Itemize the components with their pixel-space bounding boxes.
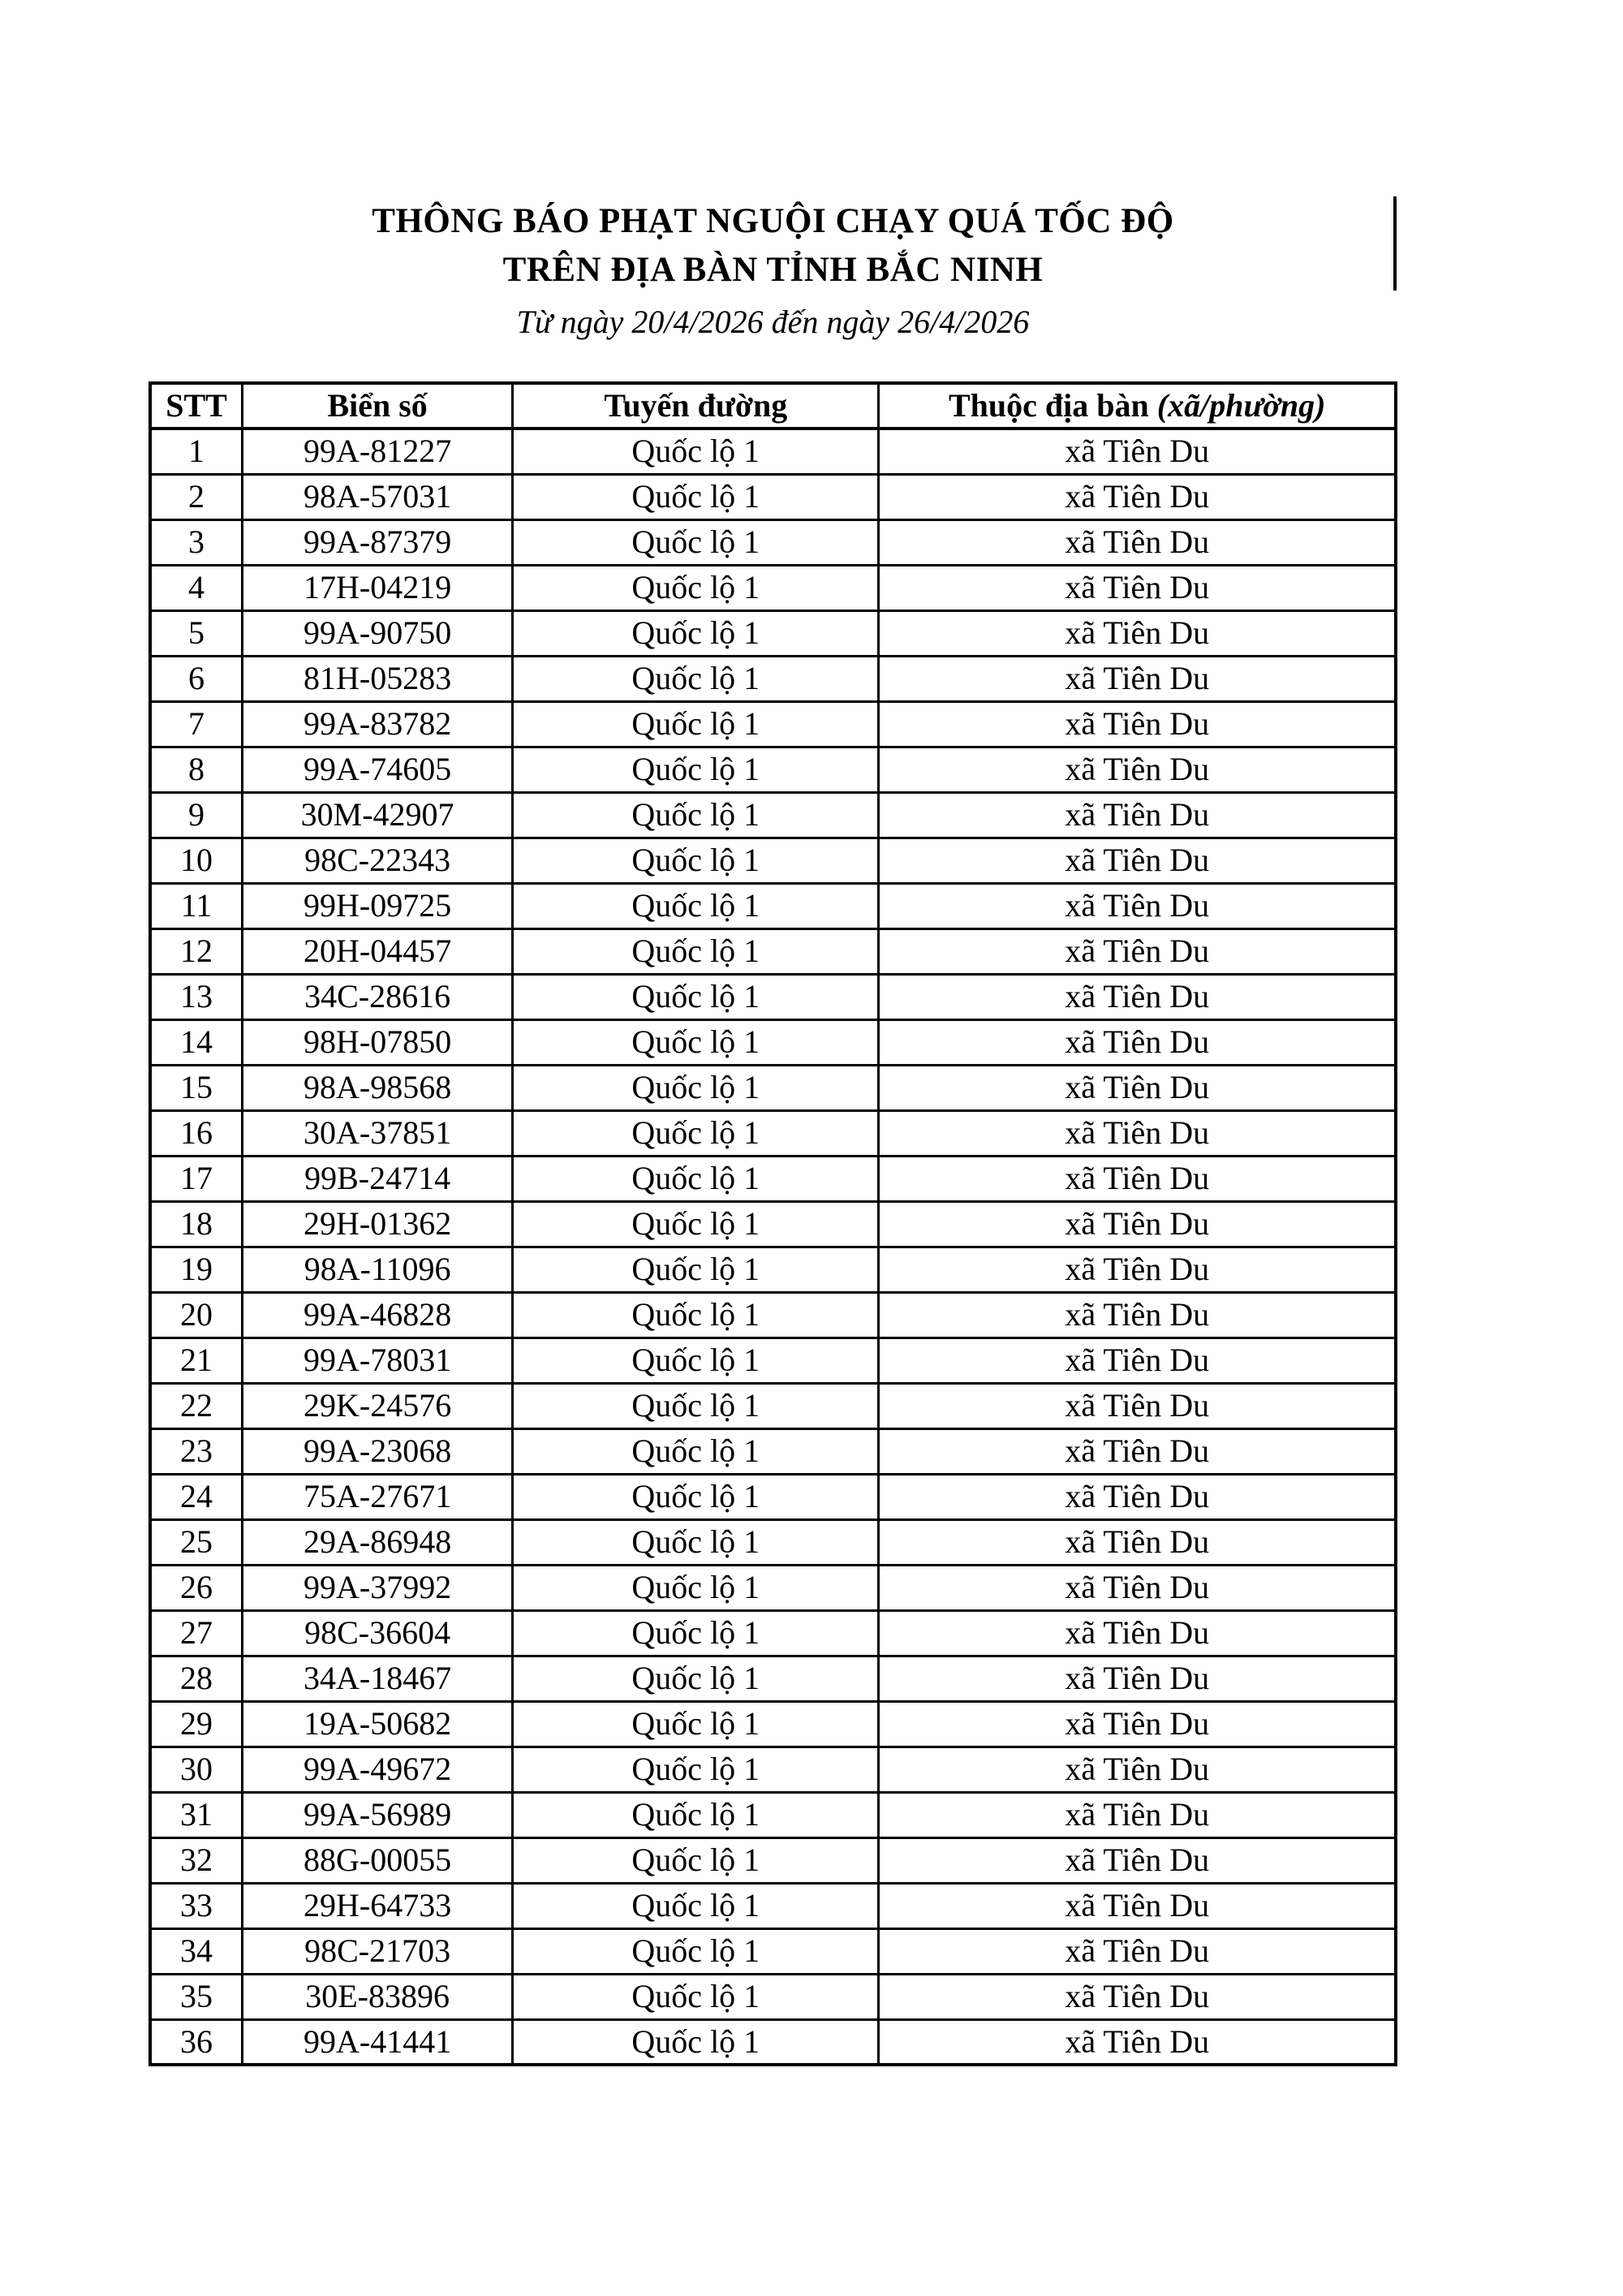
table-row <box>150 1110 1396 1156</box>
cell-location: xã Tiên Du <box>879 701 1396 747</box>
cell-plate: 98A-98568 <box>243 1065 513 1110</box>
table-row <box>150 429 1396 474</box>
table-row <box>150 1065 1396 1110</box>
cell-plate: 99A-90750 <box>243 610 513 656</box>
column-header-stt: STT <box>150 383 243 429</box>
cell-stt: 15 <box>150 1065 243 1110</box>
cell-route: Quốc lộ 1 <box>513 883 879 928</box>
cell-stt: 4 <box>150 565 243 610</box>
cell-stt: 30 <box>150 1747 243 1792</box>
table-row <box>150 974 1396 1019</box>
cell-stt: 20 <box>150 1292 243 1338</box>
cell-route: Quốc lộ 1 <box>513 1610 879 1656</box>
cell-route: Quốc lộ 1 <box>513 701 879 747</box>
cell-route: Quốc lộ 1 <box>513 1383 879 1428</box>
table-row <box>150 474 1396 519</box>
table-row <box>150 1928 1396 1974</box>
cell-stt: 32 <box>150 1837 243 1883</box>
cell-location: xã Tiên Du <box>879 1792 1396 1837</box>
cell-plate: 99A-56989 <box>243 1792 513 1837</box>
cell-plate: 29K-24576 <box>243 1383 513 1428</box>
cell-plate: 29H-01362 <box>243 1201 513 1247</box>
cell-plate: 29A-86948 <box>243 1519 513 1565</box>
table-row <box>150 1247 1396 1292</box>
cell-plate: 30E-83896 <box>243 1974 513 2019</box>
column-header-location <box>879 383 1396 429</box>
cell-location: xã Tiên Du <box>879 792 1396 838</box>
cell-location: xã Tiên Du <box>879 565 1396 610</box>
cell-location: xã Tiên Du <box>879 1110 1396 1156</box>
cell-stt: 18 <box>150 1201 243 1247</box>
table-row <box>150 792 1396 838</box>
table-row <box>150 1747 1396 1792</box>
cell-location: xã Tiên Du <box>879 474 1396 519</box>
cell-stt: 8 <box>150 747 243 792</box>
document-title-line2: TRÊN ĐỊA BÀN TỈNH BẮC NINH <box>502 251 1044 289</box>
cell-plate: 99A-78031 <box>243 1338 513 1383</box>
cell-location: xã Tiên Du <box>879 1747 1396 1792</box>
cell-location: xã Tiên Du <box>879 1519 1396 1565</box>
cell-stt: 3 <box>150 519 243 565</box>
cell-location: xã Tiên Du <box>879 1974 1396 2019</box>
cell-plate: 75A-27671 <box>243 1474 513 1519</box>
cell-stt: 31 <box>150 1792 243 1837</box>
cell-stt: 28 <box>150 1656 243 1701</box>
cell-plate: 19A-50682 <box>243 1701 513 1747</box>
column-header-location-note: (xã/phường) <box>1156 387 1326 424</box>
cell-plate: 34C-28616 <box>243 974 513 1019</box>
cell-plate: 99B-24714 <box>243 1156 513 1201</box>
cell-location: xã Tiên Du <box>879 1837 1396 1883</box>
cell-stt: 9 <box>150 792 243 838</box>
cell-stt: 34 <box>150 1928 243 1974</box>
cell-stt: 23 <box>150 1428 243 1474</box>
table-row <box>150 1610 1396 1656</box>
cell-location: xã Tiên Du <box>879 1247 1396 1292</box>
cell-location: xã Tiên Du <box>879 747 1396 792</box>
table-row <box>150 1474 1396 1519</box>
table-row <box>150 701 1396 747</box>
column-header-plate: Biển số <box>243 383 513 429</box>
cell-plate: 99H-09725 <box>243 883 513 928</box>
table-row <box>150 928 1396 974</box>
table-row <box>150 1701 1396 1747</box>
table-row <box>150 1292 1396 1338</box>
cell-plate: 20H-04457 <box>243 928 513 974</box>
cell-location: xã Tiên Du <box>879 2019 1396 2065</box>
cell-route: Quốc lộ 1 <box>513 1338 879 1383</box>
cell-plate: 88G-00055 <box>243 1837 513 1883</box>
cell-route: Quốc lộ 1 <box>513 1928 879 1974</box>
table-row <box>150 656 1396 701</box>
cell-location: xã Tiên Du <box>879 838 1396 883</box>
cell-route: Quốc lộ 1 <box>513 1974 879 2019</box>
cell-stt: 5 <box>150 610 243 656</box>
cell-stt: 16 <box>150 1110 243 1156</box>
cell-route: Quốc lộ 1 <box>513 1837 879 1883</box>
cell-stt: 1 <box>150 429 243 474</box>
table-row <box>150 565 1396 610</box>
cell-stt: 22 <box>150 1383 243 1428</box>
table-row <box>150 519 1396 565</box>
table-header <box>150 383 1396 429</box>
violations-table <box>149 381 1397 2066</box>
table-row <box>150 1656 1396 1701</box>
table-row <box>150 1383 1396 1428</box>
cell-route: Quốc lộ 1 <box>513 792 879 838</box>
cell-location: xã Tiên Du <box>879 429 1396 474</box>
cell-route: Quốc lộ 1 <box>513 928 879 974</box>
cell-stt: 24 <box>150 1474 243 1519</box>
cell-route: Quốc lộ 1 <box>513 747 879 792</box>
cell-route: Quốc lộ 1 <box>513 565 879 610</box>
document-content <box>149 0 1397 2066</box>
cell-location: xã Tiên Du <box>879 928 1396 974</box>
cell-stt: 29 <box>150 1701 243 1747</box>
cell-location: xã Tiên Du <box>879 1292 1396 1338</box>
cell-location: xã Tiên Du <box>879 1701 1396 1747</box>
cell-stt: 13 <box>150 974 243 1019</box>
cell-route: Quốc lộ 1 <box>513 1247 879 1292</box>
title-block <box>149 197 1397 343</box>
cell-plate: 30A-37851 <box>243 1110 513 1156</box>
cell-plate: 99A-74605 <box>243 747 513 792</box>
column-header-location-main: Thuộc địa bàn <box>948 387 1149 424</box>
cell-route: Quốc lộ 1 <box>513 1110 879 1156</box>
cell-location: xã Tiên Du <box>879 1428 1396 1474</box>
cell-plate: 99A-41441 <box>243 2019 513 2065</box>
cell-stt: 12 <box>150 928 243 974</box>
table-row <box>150 1974 1396 2019</box>
cell-route: Quốc lộ 1 <box>513 1565 879 1610</box>
cell-route: Quốc lộ 1 <box>513 474 879 519</box>
cell-location: xã Tiên Du <box>879 1065 1396 1110</box>
cell-plate: 17H-04219 <box>243 565 513 610</box>
cell-location: xã Tiên Du <box>879 519 1396 565</box>
cell-location: xã Tiên Du <box>879 1201 1396 1247</box>
cell-plate: 98C-22343 <box>243 838 513 883</box>
cell-stt: 7 <box>150 701 243 747</box>
table-row <box>150 1338 1396 1383</box>
document-title-line1: THÔNG BÁO PHẠT NGUỘI CHẠY QUÁ TỐC ĐỘ <box>372 202 1174 240</box>
cell-route: Quốc lộ 1 <box>513 974 879 1019</box>
cell-route: Quốc lộ 1 <box>513 1747 879 1792</box>
cell-route: Quốc lộ 1 <box>513 1156 879 1201</box>
cell-route: Quốc lộ 1 <box>513 1519 879 1565</box>
cell-plate: 99A-87379 <box>243 519 513 565</box>
cell-location: xã Tiên Du <box>879 656 1396 701</box>
cell-location: xã Tiên Du <box>879 1656 1396 1701</box>
cell-stt: 27 <box>150 1610 243 1656</box>
cell-location: xã Tiên Du <box>879 1928 1396 1974</box>
cell-plate: 98H-07850 <box>243 1019 513 1065</box>
cell-location: xã Tiên Du <box>879 1610 1396 1656</box>
table-row <box>150 1565 1396 1610</box>
table-row <box>150 610 1396 656</box>
cell-stt: 19 <box>150 1247 243 1292</box>
cell-plate: 99A-49672 <box>243 1747 513 1792</box>
cell-plate: 98C-36604 <box>243 1610 513 1656</box>
cell-location: xã Tiên Du <box>879 1883 1396 1928</box>
cell-location: xã Tiên Du <box>879 1156 1396 1201</box>
cell-stt: 2 <box>150 474 243 519</box>
table-row <box>150 1428 1396 1474</box>
cell-location: xã Tiên Du <box>879 1565 1396 1610</box>
cell-plate: 99A-81227 <box>243 429 513 474</box>
cell-plate: 29H-64733 <box>243 1883 513 1928</box>
cell-route: Quốc lộ 1 <box>513 656 879 701</box>
table-row <box>150 1019 1396 1065</box>
cell-plate: 98C-21703 <box>243 1928 513 1974</box>
cell-stt: 35 <box>150 1974 243 2019</box>
table-row <box>150 2019 1396 2065</box>
cell-route: Quốc lộ 1 <box>513 1792 879 1837</box>
table-row <box>150 1519 1396 1565</box>
cell-location: xã Tiên Du <box>879 1338 1396 1383</box>
cell-location: xã Tiên Du <box>879 1474 1396 1519</box>
cell-stt: 11 <box>150 883 243 928</box>
table-row <box>150 1883 1396 1928</box>
cell-location: xã Tiên Du <box>879 883 1396 928</box>
cell-route: Quốc lộ 1 <box>513 1474 879 1519</box>
cell-stt: 10 <box>150 838 243 883</box>
table-row <box>150 838 1396 883</box>
cell-route: Quốc lộ 1 <box>513 610 879 656</box>
document-date-range: Từ ngày 20/4/2026 đến ngày 26/4/2026 <box>516 304 1030 340</box>
cell-plate: 34A-18467 <box>243 1656 513 1701</box>
cell-route: Quốc lộ 1 <box>513 1065 879 1110</box>
table-row <box>150 1837 1396 1883</box>
cell-plate: 99A-23068 <box>243 1428 513 1474</box>
cell-plate: 98A-11096 <box>243 1247 513 1292</box>
table-row <box>150 1156 1396 1201</box>
cell-route: Quốc lộ 1 <box>513 838 879 883</box>
cell-route: Quốc lộ 1 <box>513 1701 879 1747</box>
column-header-route: Tuyến đường <box>513 383 879 429</box>
cell-route: Quốc lộ 1 <box>513 1883 879 1928</box>
cell-stt: 6 <box>150 656 243 701</box>
table-row <box>150 883 1396 928</box>
cell-route: Quốc lộ 1 <box>513 429 879 474</box>
cell-route: Quốc lộ 1 <box>513 1019 879 1065</box>
table-row <box>150 1792 1396 1837</box>
cell-plate: 99A-83782 <box>243 701 513 747</box>
cell-route: Quốc lộ 1 <box>513 1201 879 1247</box>
cell-stt: 17 <box>150 1156 243 1201</box>
cell-plate: 99A-37992 <box>243 1565 513 1610</box>
cell-route: Quốc lộ 1 <box>513 1292 879 1338</box>
table-row <box>150 747 1396 792</box>
cell-stt: 36 <box>150 2019 243 2065</box>
cell-route: Quốc lộ 1 <box>513 2019 879 2065</box>
cell-route: Quốc lộ 1 <box>513 1428 879 1474</box>
cell-stt: 26 <box>150 1565 243 1610</box>
table-header-row <box>150 383 1396 429</box>
cell-location: xã Tiên Du <box>879 1019 1396 1065</box>
cell-stt: 25 <box>150 1519 243 1565</box>
cell-location: xã Tiên Du <box>879 1383 1396 1428</box>
table-body <box>150 429 1396 2065</box>
cell-location: xã Tiên Du <box>879 610 1396 656</box>
cell-stt: 14 <box>150 1019 243 1065</box>
cell-stt: 21 <box>150 1338 243 1383</box>
table-row <box>150 1201 1396 1247</box>
cell-plate: 30M-42907 <box>243 792 513 838</box>
cell-route: Quốc lộ 1 <box>513 519 879 565</box>
cell-plate: 81H-05283 <box>243 656 513 701</box>
cell-plate: 99A-46828 <box>243 1292 513 1338</box>
cell-location: xã Tiên Du <box>879 974 1396 1019</box>
cell-route: Quốc lộ 1 <box>513 1656 879 1701</box>
cell-stt: 33 <box>150 1883 243 1928</box>
cell-plate: 98A-57031 <box>243 474 513 519</box>
